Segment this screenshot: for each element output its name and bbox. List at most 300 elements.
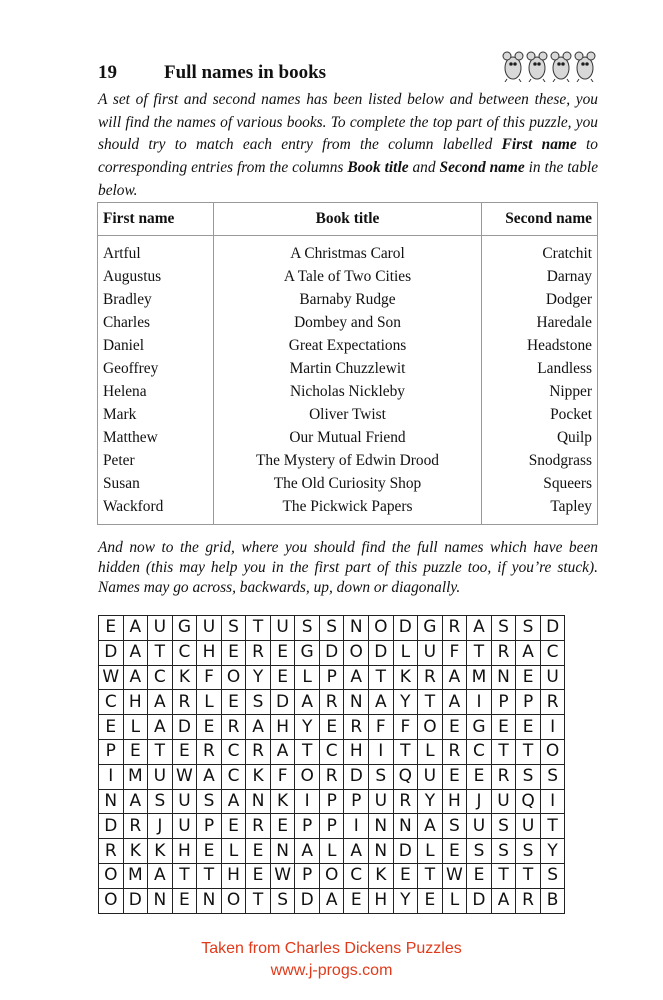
book-title-cell: Martin Chuzzlewit xyxy=(214,357,482,380)
grid-cell[interactable]: T xyxy=(246,888,271,913)
first-name-cell: Charles xyxy=(98,311,214,334)
grid-cell[interactable]: R xyxy=(246,640,271,665)
grid-cell[interactable]: H xyxy=(221,863,246,888)
grid-row xyxy=(99,888,565,913)
grid-cell[interactable]: E xyxy=(319,715,344,740)
grid-cell[interactable]: Y xyxy=(393,690,418,715)
first-name-cell: Mark xyxy=(98,403,214,426)
grid-cell[interactable]: U xyxy=(491,789,516,814)
grid-cell[interactable]: S xyxy=(491,839,516,864)
grid-row xyxy=(99,665,565,690)
grid-cell[interactable]: C xyxy=(319,739,344,764)
footer-link[interactable]: www.j-progs.com xyxy=(270,962,393,979)
book-title-cell: Barnaby Rudge xyxy=(214,288,482,311)
grid-cell[interactable]: Y xyxy=(246,665,271,690)
grid-instructions: And now to the grid, where you should find the full names which have been hidden (this may help you in the first part of this puzzle too, if you’re stuck). Names may go across, backwards, up, down or diagonally. xyxy=(98,539,598,596)
table-row xyxy=(98,357,598,380)
grid-cell[interactable]: A xyxy=(270,739,295,764)
grid-cell[interactable]: P xyxy=(491,690,516,715)
grid-cell[interactable]: K xyxy=(369,863,394,888)
grid-cell[interactable]: U xyxy=(418,640,443,665)
book-title-cell: Our Mutual Friend xyxy=(214,426,482,449)
intro-text: and xyxy=(408,159,440,177)
second-name-cell: Haredale xyxy=(482,311,598,334)
grid-cell[interactable]: L xyxy=(295,665,320,690)
second-name-cell: Snodgrass xyxy=(482,449,598,472)
grid-cell[interactable]: W xyxy=(442,863,467,888)
grid-cell[interactable]: T xyxy=(369,665,394,690)
grid-cell[interactable]: U xyxy=(540,665,565,690)
grid-cell[interactable]: S xyxy=(246,690,271,715)
grid-cell[interactable]: U xyxy=(270,616,295,641)
grid-cell[interactable]: L xyxy=(418,839,443,864)
grid-cell[interactable]: N xyxy=(491,665,516,690)
grid-cell[interactable]: H xyxy=(270,715,295,740)
book-title-cell: Oliver Twist xyxy=(214,403,482,426)
grid-cell[interactable]: E xyxy=(270,665,295,690)
grid-cell[interactable]: H xyxy=(172,839,197,864)
grid-cell[interactable]: A xyxy=(148,690,173,715)
grid-row xyxy=(99,839,565,864)
second-name-cell: Quilp xyxy=(482,426,598,449)
grid-row xyxy=(99,739,565,764)
grid-cell[interactable]: R xyxy=(344,715,369,740)
grid-cell[interactable]: U xyxy=(516,814,541,839)
grid-cell[interactable]: R xyxy=(246,814,271,839)
grid-cell[interactable]: R xyxy=(540,690,565,715)
grid-cell[interactable]: Q xyxy=(393,764,418,789)
grid-cell[interactable]: O xyxy=(221,888,246,913)
grid-cell[interactable]: P xyxy=(344,789,369,814)
grid-cell[interactable]: Y xyxy=(393,888,418,913)
grid-cell[interactable]: F xyxy=(197,665,222,690)
grid-cell[interactable]: K xyxy=(393,665,418,690)
grid-cell[interactable]: N xyxy=(246,789,271,814)
grid-cell[interactable]: N xyxy=(344,690,369,715)
grid-cell[interactable]: E xyxy=(197,839,222,864)
grid-cell[interactable]: O xyxy=(344,640,369,665)
grid-cell[interactable]: E xyxy=(418,888,443,913)
grid-cell[interactable]: D xyxy=(172,715,197,740)
grid-cell[interactable]: N xyxy=(99,789,124,814)
grid-cell[interactable]: O xyxy=(221,665,246,690)
grid-cell[interactable]: S xyxy=(491,814,516,839)
grid-cell[interactable]: T xyxy=(491,739,516,764)
first-name-cell: Bradley xyxy=(98,288,214,311)
grid-cell[interactable]: A xyxy=(369,690,394,715)
grid-cell[interactable]: N xyxy=(393,814,418,839)
grid-cell[interactable]: D xyxy=(393,839,418,864)
grid-cell[interactable]: R xyxy=(442,739,467,764)
grid-row xyxy=(99,789,565,814)
grid-cell[interactable]: D xyxy=(99,640,124,665)
names-table-body xyxy=(98,236,598,525)
grid-cell[interactable]: E xyxy=(123,739,148,764)
grid-cell[interactable]: I xyxy=(540,715,565,740)
grid-cell[interactable]: T xyxy=(197,863,222,888)
grid-cell[interactable]: N xyxy=(148,888,173,913)
table-row xyxy=(98,426,598,449)
grid-cell[interactable]: D xyxy=(270,690,295,715)
grid-cell[interactable]: F xyxy=(442,640,467,665)
grid-cell[interactable]: S xyxy=(540,863,565,888)
grid-cell[interactable]: R xyxy=(491,640,516,665)
grid-cell[interactable]: E xyxy=(221,640,246,665)
grid-cell[interactable]: R xyxy=(319,690,344,715)
grid-cell[interactable]: H xyxy=(123,690,148,715)
grid-cell[interactable]: K xyxy=(148,839,173,864)
grid-cell[interactable]: O xyxy=(319,863,344,888)
grid-cell[interactable]: U xyxy=(467,814,492,839)
grid-cell[interactable]: E xyxy=(516,665,541,690)
grid-cell[interactable]: E xyxy=(467,764,492,789)
second-name-cell: Darnay xyxy=(482,265,598,288)
grid-cell[interactable]: T xyxy=(148,640,173,665)
grid-cell[interactable]: K xyxy=(246,764,271,789)
grid-cell[interactable]: O xyxy=(99,863,124,888)
grid-cell[interactable]: U xyxy=(148,764,173,789)
intro-text: to corresponding entries from the columns xyxy=(98,136,598,177)
grid-cell[interactable]: A xyxy=(491,888,516,913)
table-row xyxy=(98,288,598,311)
grid-cell[interactable]: R xyxy=(99,839,124,864)
grid-row xyxy=(99,616,565,641)
grid-cell[interactable]: I xyxy=(540,789,565,814)
first-name-cell: Artful xyxy=(98,242,214,265)
table-row xyxy=(98,311,598,334)
first-name-cell: Geoffrey xyxy=(98,357,214,380)
book-title-cell: The Old Curiosity Shop xyxy=(214,472,482,495)
grid-cell[interactable]: A xyxy=(418,814,443,839)
grid-cell[interactable]: O xyxy=(369,616,394,641)
grid-cell[interactable]: R xyxy=(172,690,197,715)
grid-cell[interactable]: S xyxy=(442,814,467,839)
grid-cell[interactable]: G xyxy=(418,616,443,641)
grid-cell[interactable]: D xyxy=(319,640,344,665)
grid-cell[interactable]: D xyxy=(467,888,492,913)
grid-cell[interactable]: S xyxy=(221,616,246,641)
grid-cell[interactable]: L xyxy=(319,839,344,864)
grid-cell[interactable]: U xyxy=(197,616,222,641)
grid-cell[interactable]: O xyxy=(540,739,565,764)
intro-text: in the table below. xyxy=(98,159,599,199)
grid-cell[interactable]: P xyxy=(319,789,344,814)
first-name-cell: Susan xyxy=(98,472,214,495)
grid-cell[interactable]: W xyxy=(172,764,197,789)
grid-cell[interactable]: C xyxy=(221,739,246,764)
book-title-cell: Great Expectations xyxy=(214,334,482,357)
grid-cell[interactable]: A xyxy=(197,764,222,789)
grid-cell[interactable]: H xyxy=(442,789,467,814)
grid-cell[interactable]: Y xyxy=(540,839,565,864)
grid-cell[interactable]: T xyxy=(148,739,173,764)
grid-cell[interactable]: S xyxy=(516,839,541,864)
grid-cell[interactable]: D xyxy=(295,888,320,913)
grid-cell[interactable]: L xyxy=(442,888,467,913)
grid-cell[interactable]: S xyxy=(491,616,516,641)
grid-cell[interactable]: K xyxy=(270,789,295,814)
grid-row xyxy=(99,814,565,839)
first-name-cell: Matthew xyxy=(98,426,214,449)
first-name-cell: Wackford xyxy=(98,495,214,525)
grid-cell[interactable]: E xyxy=(467,863,492,888)
book-title-cell: Dombey and Son xyxy=(214,311,482,334)
table-row xyxy=(98,472,598,495)
second-name-cell: Headstone xyxy=(482,334,598,357)
grid-cell[interactable]: E xyxy=(221,690,246,715)
grid-cell[interactable]: P xyxy=(197,814,222,839)
grid-cell[interactable]: C xyxy=(99,690,124,715)
grid-cell[interactable]: P xyxy=(295,814,320,839)
grid-cell[interactable]: R xyxy=(442,616,467,641)
grid-cell[interactable]: A xyxy=(295,690,320,715)
grid-cell[interactable]: N xyxy=(270,839,295,864)
grid-cell[interactable]: S xyxy=(467,839,492,864)
intro-bold-first-name: First name xyxy=(501,136,577,154)
grid-cell[interactable]: K xyxy=(172,665,197,690)
grid-cell[interactable]: F xyxy=(393,715,418,740)
grid-row xyxy=(99,863,565,888)
second-name-cell: Dodger xyxy=(482,288,598,311)
grid-cell[interactable]: I xyxy=(369,739,394,764)
grid-cell[interactable]: A xyxy=(516,640,541,665)
grid-cell[interactable]: P xyxy=(295,863,320,888)
intro-text: A set of first and second names has been listed below and between these, you will find the names of various books. To complete the top part of this puzzle, you should try to match each entry from the column labelled xyxy=(98,91,598,154)
grid-cell[interactable]: E xyxy=(221,814,246,839)
grid-cell[interactable]: H xyxy=(369,888,394,913)
grid-cell[interactable]: P xyxy=(319,665,344,690)
grid-cell[interactable]: L xyxy=(221,839,246,864)
grid-cell[interactable]: E xyxy=(99,715,124,740)
grid-cell[interactable]: I xyxy=(467,690,492,715)
table-row xyxy=(98,403,598,426)
grid-cell[interactable]: D xyxy=(99,814,124,839)
grid-cell[interactable]: E xyxy=(172,888,197,913)
grid-cell[interactable]: T xyxy=(491,863,516,888)
grid-cell[interactable]: T xyxy=(418,863,443,888)
grid-cell[interactable]: A xyxy=(344,665,369,690)
grid-cell[interactable]: A xyxy=(442,665,467,690)
grid-cell[interactable]: D xyxy=(369,640,394,665)
grid-cell[interactable]: T xyxy=(172,863,197,888)
grid-cell[interactable]: H xyxy=(197,640,222,665)
grid-cell[interactable]: Q xyxy=(516,789,541,814)
grid-cell[interactable]: E xyxy=(491,715,516,740)
grid-cell[interactable]: H xyxy=(344,739,369,764)
table-row xyxy=(98,380,598,403)
grid-cell[interactable]: U xyxy=(172,789,197,814)
grid-cell[interactable]: R xyxy=(246,739,271,764)
grid-cell[interactable]: S xyxy=(516,764,541,789)
grid-cell[interactable]: A xyxy=(123,789,148,814)
grid-cell[interactable]: E xyxy=(197,715,222,740)
header-first-name: First name xyxy=(98,203,214,236)
grid-cell[interactable]: C xyxy=(467,739,492,764)
second-name-cell: Landless xyxy=(482,357,598,380)
grid-cell[interactable]: T xyxy=(516,863,541,888)
word-search-grid xyxy=(98,615,565,914)
grid-cell[interactable]: C xyxy=(221,764,246,789)
grid-cell[interactable]: A xyxy=(246,715,271,740)
table-row xyxy=(98,334,598,357)
grid-cell[interactable]: W xyxy=(99,665,124,690)
grid-cell[interactable]: T xyxy=(540,814,565,839)
grid-cell[interactable]: R xyxy=(319,764,344,789)
grid-cell[interactable]: I xyxy=(344,814,369,839)
grid-cell[interactable]: D xyxy=(123,888,148,913)
grid-cell[interactable]: A xyxy=(221,789,246,814)
grid-cell[interactable]: O xyxy=(418,715,443,740)
grid-cell[interactable]: S xyxy=(197,789,222,814)
grid-cell[interactable]: C xyxy=(172,640,197,665)
grid-cell[interactable]: U xyxy=(148,616,173,641)
grid-cell[interactable]: L xyxy=(123,715,148,740)
grid-cell[interactable]: D xyxy=(540,616,565,641)
grid-cell[interactable]: R xyxy=(123,814,148,839)
grid-cell[interactable]: T xyxy=(418,690,443,715)
grid-cell[interactable]: A xyxy=(123,665,148,690)
grid-cell[interactable]: E xyxy=(270,814,295,839)
grid-cell[interactable]: T xyxy=(467,640,492,665)
book-title-cell: Nicholas Nickleby xyxy=(214,380,482,403)
grid-cell[interactable]: C xyxy=(148,665,173,690)
grid-cell[interactable]: S xyxy=(295,616,320,641)
grid-cell[interactable]: G xyxy=(467,715,492,740)
grid-cell[interactable]: E xyxy=(344,888,369,913)
grid-cell[interactable]: W xyxy=(270,863,295,888)
grid-cell[interactable]: R xyxy=(221,715,246,740)
grid-cell[interactable]: J xyxy=(148,814,173,839)
footer-source: Taken from Charles Dickens Puzzles xyxy=(201,940,462,957)
header-second-name: Second name xyxy=(482,203,598,236)
grid-cell[interactable]: A xyxy=(467,616,492,641)
grid-cell[interactable]: T xyxy=(246,616,271,641)
table-row xyxy=(98,265,598,288)
intro-paragraph xyxy=(98,89,598,203)
grid-cell[interactable]: R xyxy=(197,739,222,764)
grid-cell[interactable]: E xyxy=(393,863,418,888)
grid-cell[interactable]: P xyxy=(319,814,344,839)
grid-cell[interactable]: A xyxy=(123,640,148,665)
grid-cell[interactable]: L xyxy=(393,640,418,665)
grid-cell[interactable]: B xyxy=(540,888,565,913)
grid-cell[interactable]: T xyxy=(516,739,541,764)
grid-cell[interactable]: O xyxy=(99,888,124,913)
grid-cell[interactable]: R xyxy=(393,789,418,814)
table-row xyxy=(98,449,598,472)
grid-row xyxy=(99,690,565,715)
grid-cell[interactable]: E xyxy=(516,715,541,740)
grid-cell[interactable]: C xyxy=(540,640,565,665)
book-title-cell: The Mystery of Edwin Drood xyxy=(214,449,482,472)
grid-cell[interactable]: K xyxy=(123,839,148,864)
grid-cell[interactable]: I xyxy=(99,764,124,789)
grid-cell[interactable]: S xyxy=(369,764,394,789)
grid-cell[interactable]: D xyxy=(344,764,369,789)
intro-bold-second-name: Second name xyxy=(439,159,525,177)
grid-cell[interactable]: A xyxy=(344,839,369,864)
grid-cell[interactable]: S xyxy=(516,616,541,641)
grid-cell[interactable]: G xyxy=(295,640,320,665)
grid-cell[interactable]: A xyxy=(442,690,467,715)
grid-cell[interactable]: M xyxy=(123,764,148,789)
grid-cell[interactable]: N xyxy=(344,616,369,641)
grid-cell[interactable]: M xyxy=(467,665,492,690)
grid-cell[interactable]: U xyxy=(172,814,197,839)
grid-row xyxy=(99,715,565,740)
grid-cell[interactable]: A xyxy=(319,888,344,913)
grid-cell[interactable]: E xyxy=(442,715,467,740)
intro-bold-book-title: Book title xyxy=(347,159,409,177)
second-name-cell: Pocket xyxy=(482,403,598,426)
grid-cell[interactable]: E xyxy=(442,839,467,864)
grid-cell[interactable]: R xyxy=(418,665,443,690)
grid-cell[interactable]: Y xyxy=(295,715,320,740)
grid-cell[interactable]: R xyxy=(491,764,516,789)
first-name-cell: Peter xyxy=(98,449,214,472)
grid-cell[interactable]: P xyxy=(516,690,541,715)
table-row xyxy=(98,242,598,265)
table-row xyxy=(98,495,598,525)
grid-cell[interactable]: R xyxy=(516,888,541,913)
grid-cell[interactable]: A xyxy=(148,715,173,740)
grid-cell[interactable]: U xyxy=(369,789,394,814)
grid-cell[interactable]: L xyxy=(197,690,222,715)
first-name-cell: Daniel xyxy=(98,334,214,357)
grid-cell[interactable]: E xyxy=(442,764,467,789)
grid-cell[interactable]: E xyxy=(99,616,124,641)
grid-cell[interactable]: T xyxy=(393,739,418,764)
grid-cell[interactable]: E xyxy=(246,839,271,864)
grid-cell[interactable]: Y xyxy=(418,789,443,814)
second-name-cell: Cratchit xyxy=(482,242,598,265)
grid-cell[interactable]: S xyxy=(540,764,565,789)
grid-cell[interactable]: J xyxy=(467,789,492,814)
grid-cell[interactable]: F xyxy=(369,715,394,740)
grid-cell[interactable]: E xyxy=(246,863,271,888)
grid-cell[interactable]: A xyxy=(148,863,173,888)
grid-cell[interactable]: G xyxy=(172,616,197,641)
grid-cell[interactable]: I xyxy=(295,789,320,814)
grid-cell[interactable]: S xyxy=(270,888,295,913)
grid-cell[interactable]: E xyxy=(172,739,197,764)
grid-cell[interactable]: D xyxy=(393,616,418,641)
grid-cell[interactable]: T xyxy=(295,739,320,764)
book-title-cell: The Pickwick Papers xyxy=(214,495,482,525)
names-table xyxy=(97,202,598,525)
grid-cell[interactable]: N xyxy=(197,888,222,913)
grid-cell[interactable]: L xyxy=(418,739,443,764)
grid-cell[interactable]: M xyxy=(123,863,148,888)
grid-cell[interactable]: N xyxy=(369,814,394,839)
grid-cell[interactable]: A xyxy=(123,616,148,641)
grid-cell[interactable]: C xyxy=(344,863,369,888)
grid-cell[interactable]: S xyxy=(319,616,344,641)
grid-cell[interactable]: U xyxy=(418,764,443,789)
grid-cell[interactable]: N xyxy=(369,839,394,864)
second-name-cell: Squeers xyxy=(482,472,598,495)
grid-cell[interactable]: F xyxy=(270,764,295,789)
grid-row xyxy=(99,764,565,789)
puzzle-number: 19 xyxy=(98,62,117,83)
grid-cell[interactable]: O xyxy=(295,764,320,789)
grid-cell[interactable]: S xyxy=(148,789,173,814)
puzzle-title: Full names in books xyxy=(164,62,327,83)
grid-cell[interactable]: P xyxy=(99,739,124,764)
grid-cell[interactable]: A xyxy=(295,839,320,864)
grid-cell[interactable]: E xyxy=(270,640,295,665)
book-title-cell: A Tale of Two Cities xyxy=(214,265,482,288)
